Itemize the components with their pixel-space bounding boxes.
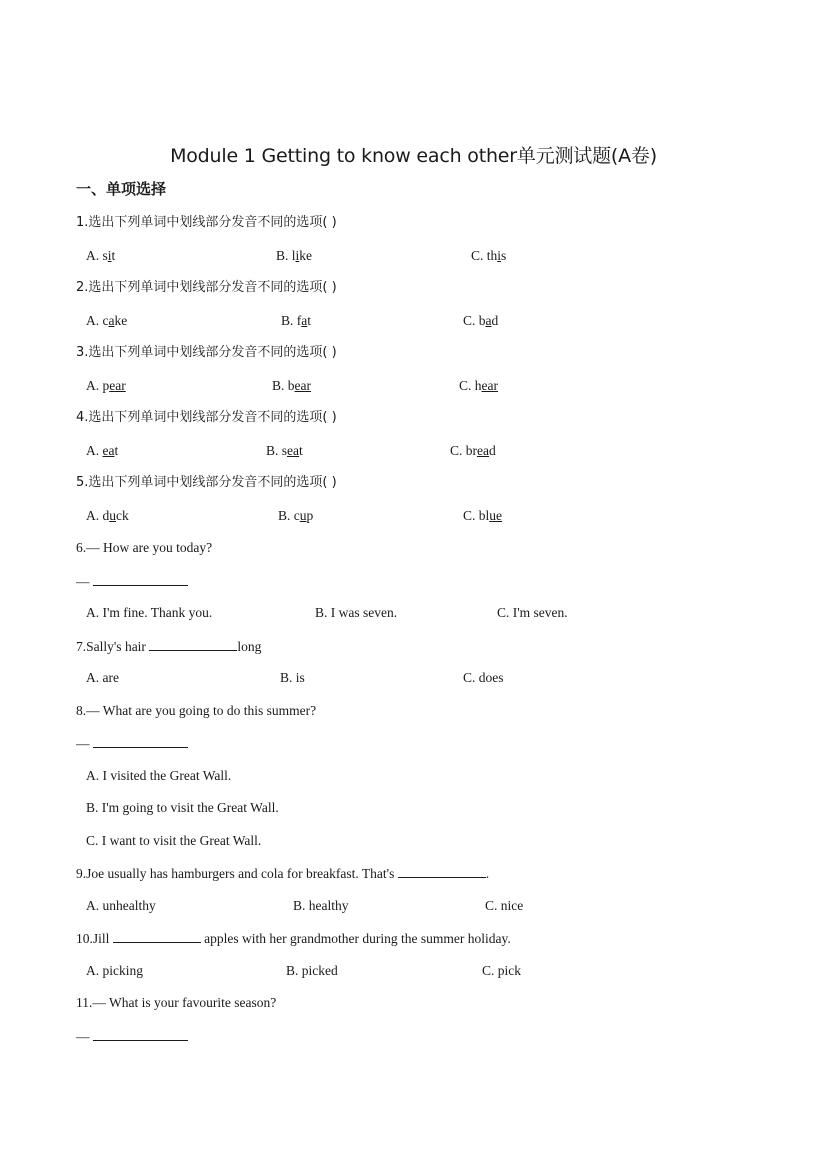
q2-option-a: A. cake <box>86 313 128 328</box>
q3-option-b: B. bear <box>272 378 311 393</box>
q9-option-c: C. nice <box>485 898 524 913</box>
answer-blank <box>398 864 486 878</box>
page-title: Module 1 Getting to know each other单元测试题(A卷) <box>170 145 657 167</box>
q6-option-b: B. I was seven. <box>315 605 398 620</box>
q4-option-a: A. eat <box>86 443 119 458</box>
answer-blank <box>113 929 201 943</box>
q2-option-b: B. fat <box>281 313 312 328</box>
question-5: 5.选出下列单词中划线部分发音不同的选项( ) <box>76 475 337 490</box>
q8-option-c: C. I want to visit the Great Wall. <box>86 833 262 848</box>
q9-option-a: A. unhealthy <box>86 898 156 913</box>
question-8: 8.— What are you going to do this summer? <box>76 703 317 718</box>
q3-option-c: C. hear <box>459 378 498 393</box>
q7-option-c: C. does <box>463 670 504 685</box>
q7-option-b: B. is <box>280 670 305 685</box>
question-4: 4.选出下列单词中划线部分发音不同的选项( ) <box>76 410 337 425</box>
q10-option-c: C. pick <box>482 963 521 978</box>
question-3: 3.选出下列单词中划线部分发音不同的选项( ) <box>76 345 337 360</box>
q8-option-b: B. I'm going to visit the Great Wall. <box>86 800 279 815</box>
question-7: 7.Sally's hair long <box>76 639 262 654</box>
answer-blank <box>93 734 188 748</box>
q1-option-a: A. sit <box>86 248 116 263</box>
q7-option-a: A. are <box>86 670 119 685</box>
q6-option-a: A. I'm fine. Thank you. <box>86 605 213 620</box>
q4-option-b: B. seat <box>266 443 303 458</box>
q5-option-c: C. blue <box>463 508 503 523</box>
q3-option-a: A. pear <box>86 378 126 393</box>
section-heading: 一、单项选择 <box>76 180 167 198</box>
answer-blank <box>93 1027 188 1041</box>
q5-option-b: B. cup <box>278 508 314 523</box>
question-1: 1.选出下列单词中划线部分发音不同的选项( ) <box>76 215 337 230</box>
q8-option-a: A. I visited the Great Wall. <box>86 768 232 783</box>
q9-option-b: B. healthy <box>293 898 349 913</box>
q5-option-a: A. duck <box>86 508 129 523</box>
question-11: 11.— What is your favourite season? <box>76 995 277 1010</box>
q10-option-a: A. picking <box>86 963 143 978</box>
q11-answer-line: — <box>76 1027 188 1046</box>
answer-blank <box>149 637 237 651</box>
question-6: 6.— How are you today? <box>76 540 213 555</box>
answer-blank <box>93 572 188 586</box>
question-9: 9.Joe usually has hamburgers and cola for breakfast. That's . <box>76 866 490 881</box>
q6-option-c: C. I'm seven. <box>497 605 568 620</box>
question-2: 2.选出下列单词中划线部分发音不同的选项( ) <box>76 280 337 295</box>
q10-option-b: B. picked <box>286 963 338 978</box>
q1-option-b: B. like <box>276 248 313 263</box>
q1-option-c: C. this <box>471 248 507 263</box>
q8-answer-line: — <box>76 734 188 753</box>
question-10: 10.Jill apples with her grandmother during the summer holiday. <box>76 931 511 946</box>
q4-option-c: C. bread <box>450 443 496 458</box>
q6-answer-line: — <box>76 572 188 591</box>
q2-option-c: C. bad <box>463 313 499 328</box>
